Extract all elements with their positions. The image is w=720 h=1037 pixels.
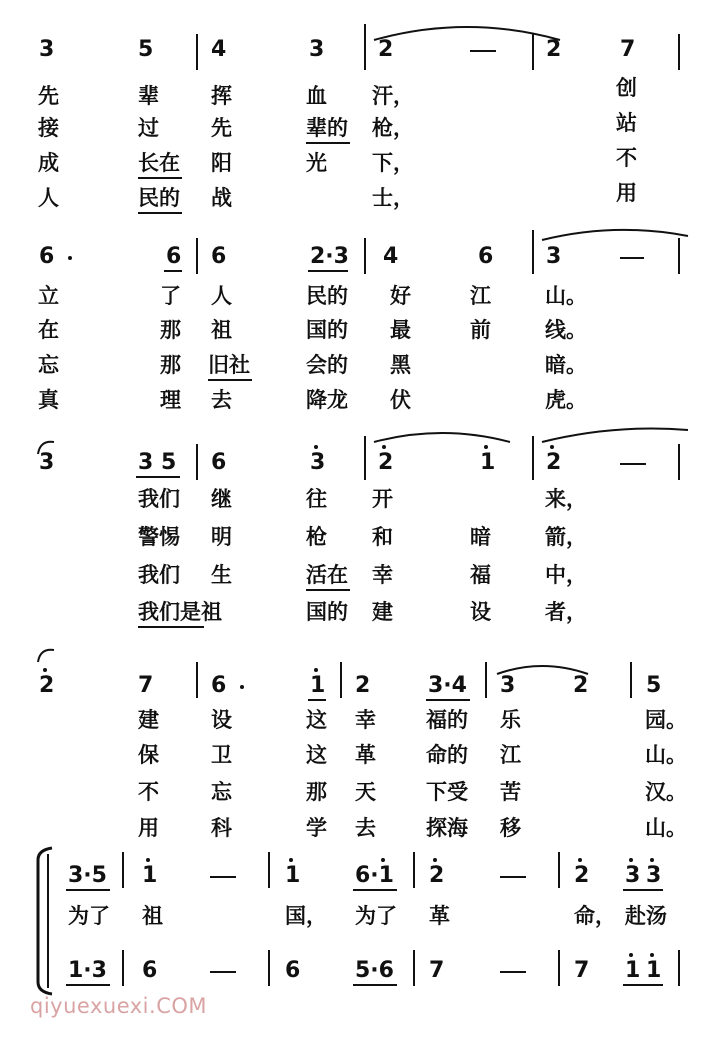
lyric: 暗 bbox=[470, 525, 491, 549]
lyric: 战 bbox=[211, 186, 232, 210]
lyric: 探海 bbox=[426, 816, 468, 840]
slur-underline bbox=[208, 379, 252, 381]
note: 1 bbox=[142, 863, 158, 888]
beam bbox=[353, 889, 397, 891]
lyric: 天 bbox=[355, 780, 376, 804]
lyric: 在 bbox=[38, 318, 59, 342]
lyric: 乐 bbox=[500, 708, 521, 732]
lyric: 革 bbox=[429, 904, 450, 928]
lyric: 阳 bbox=[211, 151, 232, 175]
lyric: 者， bbox=[545, 600, 587, 624]
lyric: 去 bbox=[355, 816, 376, 840]
note: 2 bbox=[573, 673, 589, 698]
barline bbox=[532, 230, 534, 274]
lyric: 箭， bbox=[545, 525, 587, 549]
lyric: 山。 bbox=[645, 816, 687, 840]
lyric: 山。 bbox=[645, 743, 687, 767]
note: 3·5 bbox=[68, 863, 107, 888]
barline bbox=[413, 950, 415, 986]
lyric: 那 bbox=[160, 353, 181, 377]
dot bbox=[314, 445, 318, 449]
note: 3 bbox=[39, 450, 55, 475]
note: 1 bbox=[480, 450, 496, 475]
lyric: 江 bbox=[470, 284, 491, 308]
lyric: 先 bbox=[211, 116, 232, 140]
barline bbox=[268, 950, 270, 986]
lyric: 不 bbox=[616, 146, 637, 170]
lyric: 为了 bbox=[68, 904, 110, 928]
lyric: 创 bbox=[616, 76, 637, 100]
lyric: 学 bbox=[306, 816, 327, 840]
note: 1 bbox=[310, 673, 326, 698]
lyric: 我们 bbox=[138, 487, 180, 511]
lyric: 不 bbox=[138, 780, 159, 804]
extension-dash bbox=[500, 876, 526, 878]
lyric: 黑 bbox=[390, 353, 411, 377]
lyric: 命的 bbox=[426, 743, 468, 767]
note: 1 bbox=[646, 958, 662, 983]
tie-arc bbox=[372, 424, 512, 444]
lyric: 苦 bbox=[500, 780, 521, 804]
note: 7 bbox=[429, 958, 445, 983]
note: 3·4 bbox=[428, 673, 467, 698]
beam bbox=[623, 889, 663, 891]
extension-dash bbox=[210, 971, 236, 973]
dot bbox=[68, 256, 72, 260]
lyric: 建 bbox=[372, 600, 393, 624]
lyric: 那 bbox=[160, 318, 181, 342]
dot bbox=[629, 953, 633, 957]
beam bbox=[308, 270, 348, 272]
lyric: 士， bbox=[372, 186, 414, 210]
lyric: 福的 bbox=[426, 708, 468, 732]
lyric: 忘 bbox=[211, 780, 232, 804]
lyric: 接 bbox=[38, 116, 59, 140]
barline bbox=[630, 662, 632, 698]
lyric: 来， bbox=[545, 487, 587, 511]
note: 7 bbox=[574, 958, 590, 983]
barline bbox=[268, 852, 270, 888]
beam bbox=[308, 699, 326, 701]
lyric: 挥 bbox=[211, 84, 232, 108]
note: 2 bbox=[429, 863, 445, 888]
lyric: 成 bbox=[38, 151, 59, 175]
dot bbox=[650, 953, 654, 957]
lyric: 暗。 bbox=[545, 353, 587, 377]
lyric: 血 bbox=[306, 84, 327, 108]
beam bbox=[623, 984, 663, 986]
note: 3 bbox=[546, 244, 562, 269]
barline bbox=[196, 34, 198, 70]
note: 2 bbox=[546, 37, 562, 62]
lyric: 国的 bbox=[306, 318, 348, 342]
note: 6·1 bbox=[355, 863, 394, 888]
lyric: 枪 bbox=[306, 525, 327, 549]
note: 2 bbox=[378, 37, 394, 62]
beam bbox=[136, 476, 180, 478]
barline bbox=[678, 444, 680, 480]
note: 3 bbox=[39, 37, 55, 62]
lyric: 真 bbox=[38, 388, 59, 412]
lyric: 过 bbox=[138, 116, 159, 140]
slur-underline bbox=[138, 212, 182, 214]
lyric: 理 bbox=[160, 388, 181, 412]
lyric: 长在 bbox=[138, 151, 180, 175]
barline bbox=[678, 950, 680, 986]
tie-arc bbox=[540, 424, 690, 444]
lyric: 设 bbox=[211, 708, 232, 732]
lyric: 民的 bbox=[306, 284, 348, 308]
barline bbox=[485, 662, 487, 698]
barline bbox=[558, 852, 560, 888]
barline bbox=[413, 852, 415, 888]
lyric: 那 bbox=[306, 780, 327, 804]
lyric: 幸 bbox=[372, 563, 393, 587]
lyric: 先 bbox=[38, 84, 59, 108]
lyric: 人 bbox=[211, 284, 232, 308]
lyric: 移 bbox=[500, 816, 521, 840]
dot bbox=[650, 858, 654, 862]
dot bbox=[289, 858, 293, 862]
barline bbox=[364, 436, 366, 480]
barline bbox=[678, 238, 680, 274]
barline bbox=[340, 662, 342, 698]
note: 3 bbox=[310, 450, 326, 475]
barline bbox=[196, 238, 198, 274]
lyric: 祖 bbox=[211, 318, 232, 342]
lyric: 辈的 bbox=[306, 116, 348, 140]
lyric: 去 bbox=[211, 388, 232, 412]
lyric: 最 bbox=[390, 318, 411, 342]
lyric: 保 bbox=[138, 743, 159, 767]
barline bbox=[678, 34, 680, 70]
barline bbox=[196, 662, 198, 698]
extension-dash bbox=[620, 463, 646, 465]
lyric: 我们是祖 bbox=[138, 600, 222, 624]
lyric: 园。 bbox=[645, 708, 687, 732]
note: 7 bbox=[620, 37, 636, 62]
lyric: 好 bbox=[390, 284, 411, 308]
lyric: 辈 bbox=[138, 84, 159, 108]
beam bbox=[164, 270, 182, 272]
lyric: 了 bbox=[160, 284, 181, 308]
beam bbox=[66, 889, 110, 891]
lyric: 明 bbox=[211, 525, 232, 549]
note: 5·6 bbox=[355, 958, 394, 983]
dot bbox=[240, 685, 244, 689]
lyric: 枪， bbox=[372, 116, 414, 140]
slur-underline bbox=[138, 177, 182, 179]
dot bbox=[484, 445, 488, 449]
lyric: 这 bbox=[306, 743, 327, 767]
lyric: 这 bbox=[306, 708, 327, 732]
lyric: 前 bbox=[470, 318, 491, 342]
lyric: 用 bbox=[616, 181, 637, 205]
lyric: 虎。 bbox=[545, 388, 587, 412]
lyric: 科 bbox=[211, 816, 232, 840]
beam bbox=[66, 984, 110, 986]
lyric: 山。 bbox=[545, 284, 587, 308]
dot bbox=[382, 445, 386, 449]
note: 4 bbox=[383, 244, 399, 269]
lyric: 警惕 bbox=[138, 525, 180, 549]
lyric: 往 bbox=[306, 487, 327, 511]
dot bbox=[433, 858, 437, 862]
lyric: 命， bbox=[574, 904, 616, 928]
dot bbox=[550, 445, 554, 449]
lyric: 生 bbox=[211, 563, 232, 587]
lyric: 开 bbox=[372, 487, 393, 511]
lyric: 我们 bbox=[138, 563, 180, 587]
barline bbox=[364, 238, 366, 274]
note: 6 bbox=[211, 450, 227, 475]
lyric: 用 bbox=[138, 816, 159, 840]
note: 3 bbox=[646, 863, 662, 888]
slur-underline bbox=[306, 589, 350, 591]
dot bbox=[314, 668, 318, 672]
lyric: 活在 bbox=[306, 563, 348, 587]
note: 6 bbox=[211, 244, 227, 269]
lyric: 赴汤 bbox=[625, 904, 667, 928]
barline bbox=[364, 24, 366, 70]
lyric: 人 bbox=[38, 186, 59, 210]
lyric: 汉。 bbox=[645, 780, 687, 804]
lyric: 祖 bbox=[142, 904, 163, 928]
note: 6 bbox=[478, 244, 494, 269]
note: 3 bbox=[309, 37, 325, 62]
lyric: 忘 bbox=[38, 353, 59, 377]
note: 4 bbox=[211, 37, 227, 62]
lyric: 汗， bbox=[372, 84, 414, 108]
note: 5 bbox=[138, 37, 154, 62]
lyric: 和 bbox=[372, 525, 393, 549]
note: 6 bbox=[285, 958, 301, 983]
note: 6 bbox=[166, 244, 182, 269]
lyric: 福 bbox=[470, 563, 491, 587]
lyric: 建 bbox=[138, 708, 159, 732]
note: 3 5 bbox=[138, 450, 177, 475]
lyric: 民的 bbox=[138, 186, 180, 210]
lyric: 继 bbox=[211, 487, 232, 511]
beam bbox=[353, 984, 397, 986]
note: 6 bbox=[211, 673, 227, 698]
watermark-prefix: q bbox=[30, 994, 44, 1018]
lyric: 中， bbox=[545, 563, 587, 587]
note: 2 bbox=[574, 863, 590, 888]
lyric: 旧社 bbox=[208, 353, 250, 377]
dot bbox=[146, 858, 150, 862]
watermark-text: iyuexuexi.COM bbox=[43, 994, 208, 1018]
lyric: 下受 bbox=[426, 780, 468, 804]
lyric: 立 bbox=[38, 284, 59, 308]
note: 6 bbox=[142, 958, 158, 983]
lyric: 江 bbox=[500, 743, 521, 767]
extension-dash bbox=[210, 876, 236, 878]
slur-underline bbox=[138, 626, 204, 628]
extension-dash bbox=[500, 971, 526, 973]
lyric: 会的 bbox=[306, 353, 348, 377]
note: 1 bbox=[625, 958, 641, 983]
dot bbox=[578, 858, 582, 862]
lyric: 国， bbox=[285, 904, 327, 928]
note: 2 bbox=[39, 673, 55, 698]
barline bbox=[532, 34, 534, 70]
note: 2 bbox=[355, 673, 371, 698]
note: 2·3 bbox=[310, 244, 349, 269]
note: 6 bbox=[39, 244, 55, 269]
dot bbox=[629, 858, 633, 862]
note: 5 bbox=[646, 673, 662, 698]
dot bbox=[381, 858, 385, 862]
lyric: 线。 bbox=[545, 318, 587, 342]
lyric: 幸 bbox=[355, 708, 376, 732]
extension-dash bbox=[470, 50, 496, 52]
barline bbox=[532, 436, 534, 480]
note: 2 bbox=[546, 450, 562, 475]
beam bbox=[426, 699, 470, 701]
dot bbox=[43, 668, 47, 672]
note: 7 bbox=[138, 673, 154, 698]
lyric: 光 bbox=[306, 151, 327, 175]
barline bbox=[558, 950, 560, 986]
lyric: 站 bbox=[616, 111, 637, 135]
note: 2 bbox=[378, 450, 394, 475]
barline bbox=[122, 852, 124, 888]
voice-brace bbox=[30, 846, 60, 996]
slur-underline bbox=[306, 142, 350, 144]
note: 1 bbox=[285, 863, 301, 888]
barline bbox=[196, 444, 198, 480]
lyric: 革 bbox=[355, 743, 376, 767]
watermark bbox=[30, 996, 207, 1017]
slur-start-mark bbox=[36, 646, 56, 666]
note: 1·3 bbox=[68, 958, 107, 983]
tie-arc bbox=[540, 222, 690, 242]
note: 3 bbox=[500, 673, 516, 698]
lyric: 下， bbox=[372, 151, 414, 175]
lyric: 伏 bbox=[390, 388, 411, 412]
barline bbox=[122, 950, 124, 986]
lyric: 降龙 bbox=[306, 388, 348, 412]
note: 3 bbox=[625, 863, 641, 888]
lyric: 国的 bbox=[306, 600, 348, 624]
lyric: 卫 bbox=[211, 743, 232, 767]
lyric: 为了 bbox=[355, 904, 397, 928]
extension-dash bbox=[620, 257, 644, 259]
lyric: 设 bbox=[470, 600, 491, 624]
